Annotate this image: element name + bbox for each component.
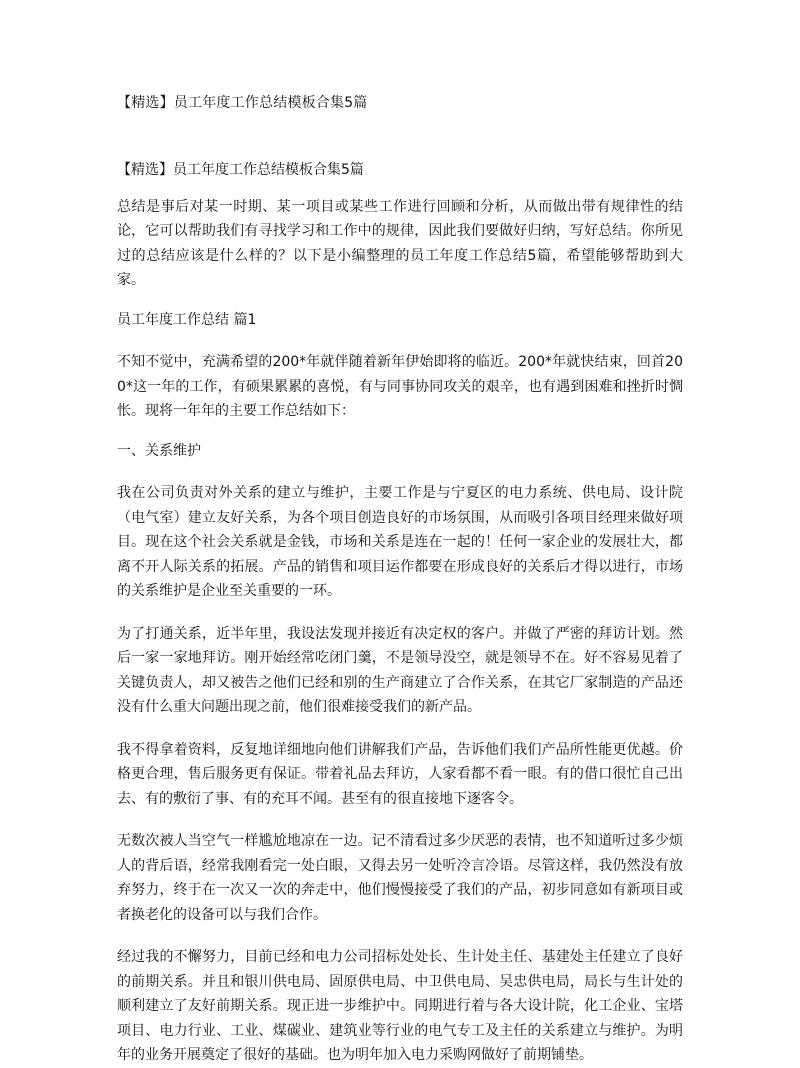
body-paragraph-1: 不知不觉中，充满希望的200*年就伴随着新年伊始即将的临近。200*年就快结束，回首200*这一年的工作，有硕果累累的喜悦，有与同事协同攻关的艰辛，也有遇到困难和挫折时惆怅。现将一年年的主要工作总结如下： [117, 354, 683, 419]
body-paragraph-2: 我在公司负责对外关系的建立与维护，主要工作是与宁夏区的电力系统、供电局、设计院（电气室）建立友好关系，为各个项目创造良好的市场氛围，从而吸引各项目经理来做好项目。现在这个社会关系就是金钱，市场和关系是连在一起的！任何一家企业的发展壮大，都离不开人际关系的拓展。产品的销售和项目运作都要在形成良好的关系后才得以进行，市场的关系维护是企业至关重要的一环。 [117, 485, 683, 599]
subheading-relationship-maintenance: 一、关系维护 [117, 442, 201, 459]
document-title: 【精选】员工年度工作总结模板合集5篇 [117, 95, 368, 111]
section-heading: 员工年度工作总结 篇1 [117, 311, 257, 328]
document-body [117, 158, 683, 1068]
body-paragraph-5: 无数次被人当空气一样尴尬地凉在一边。记不清看过多少厌恶的表情，也不知道听过多少烦人的背后语，经常我刚看完一处白眼，又得去另一处听冷言冷语。尽管这样，我仍然没有放弃努力，终于在一次又一次的奔走中，他们慢慢接受了我们的产品，初步同意如有新项目或者换老化的设备可以与我们合作。 [117, 833, 683, 923]
document-subtitle: 【精选】员工年度工作总结模板合集5篇 [117, 162, 364, 178]
body-paragraph-3: 为了打通关系，近半年里，我设法发现并接近有决定权的客户。并做了严密的拜访计划。然后一家一家地拜访。刚开始经常吃闭门羹，不是领导没空，就是领导不在。好不容易见着了关键负责人，却又被告之他们已经和别的生产商建立了合作关系，在其它厂家制造的产品还没有什么重大问题出现之前，他们很难接受我们的新产品。 [117, 625, 683, 715]
body-paragraph-4: 我不得拿着资料，反复地详细地向他们讲解我们产品，告诉他们我们产品所性能更优越。价格更合理，售后服务更有保证。带着礼品去拜访，人家看都不看一眼。有的借口很忙自己出去、有的敷衍了事、有的充耳不闻。甚至有的很直接地下逐客令。 [117, 741, 683, 807]
intro-paragraph: 总结是事后对某一时期、某一项目或某些工作进行回顾和分析，从而做出带有规律性的结论，它可以帮助我们有寻找学习和工作中的规律，因此我们要做好归纳，写好总结。你所见过的总结应该是什么样的？以下是小编整理的员工年度工作总结5篇，希望能够帮助到大家。 [117, 198, 683, 288]
body-paragraph-6: 经过我的不懈努力，目前已经和电力公司招标处处长、生计处主任、基建处主任建立了良好的前期关系。并且和银川供电局、固原供电局、中卫供电局、吴忠供电局，局长与生计处的顺利建立了友好前期关系。现正进一步维护中。同期进行着与各大设计院，化工企业、宝塔项目、电力行业、工业、煤碳业、建筑业等行业的电气专工及主任的关系建立与维护。为明年的业务开展奠定了很好的基础。也为明年加入电力采购网做好了前期铺垫。 [117, 949, 683, 1063]
